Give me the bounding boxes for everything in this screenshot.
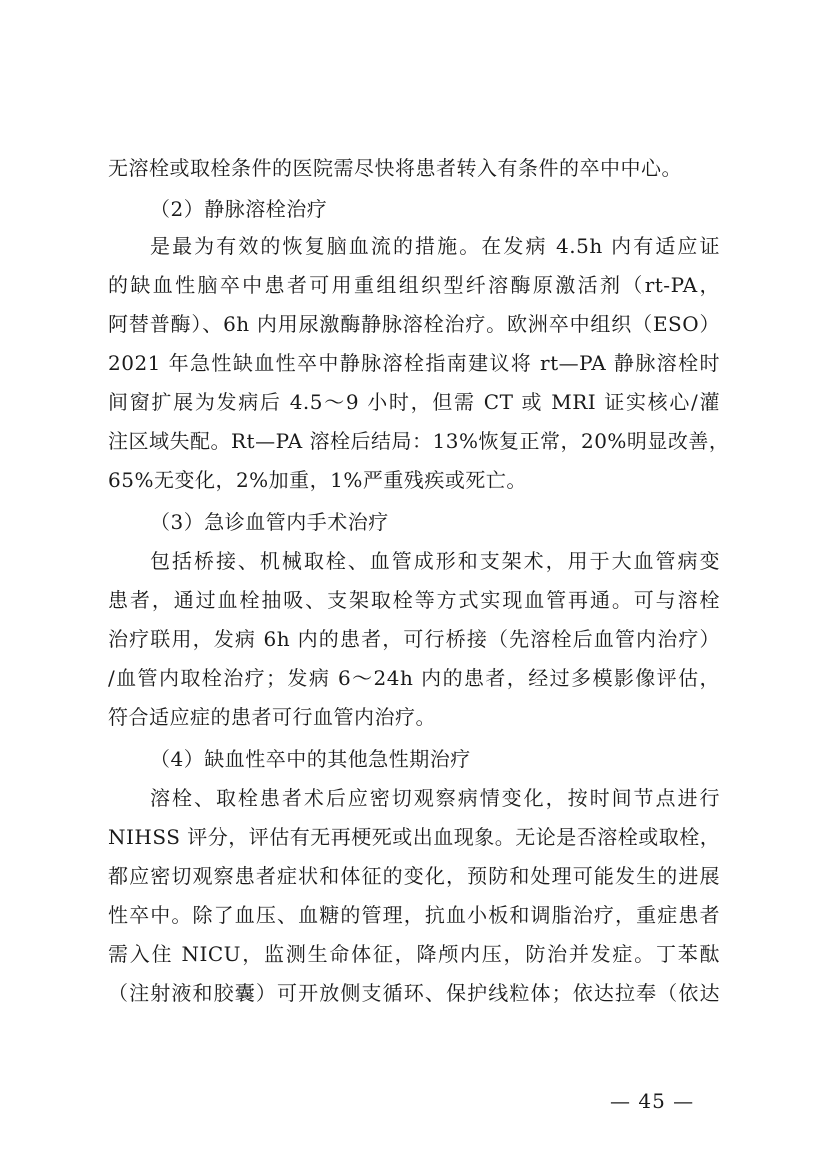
paragraph-line: （注射液和胶囊）可开放侧支循环、保护线粒体；依达拉奉（依达 [108, 981, 720, 1005]
paragraph-line: 65%无变化，2%加重，1%严重残疾或死亡。 [108, 468, 527, 492]
page-number: — 45 — [610, 1089, 695, 1113]
paragraph-line: 包括桥接、机械取栓、血管成形和支架术，用于大血管病变 [150, 549, 720, 573]
section-heading-other-acute-treatment: （4）缺血性卒中的其他急性期治疗 [150, 747, 471, 771]
paragraph-line: 间窗扩展为发病后 4.5～9 小时，但需 CT 或 MRI 证实核心/灌 [108, 390, 720, 414]
paragraph-line: 治疗联用，发病 6h 内的患者，可行桥接（先溶栓后血管内治疗） [108, 627, 720, 651]
paragraph-line: 无溶栓或取栓条件的医院需尽快将患者转入有条件的卒中中心。 [108, 156, 682, 180]
paragraph-line: 的缺血性脑卒中患者可用重组组织型纤溶酶原激活剂（rt-PA， [108, 273, 720, 297]
paragraph-line: 患者，通过血栓抽吸、支架取栓等方式实现血管再通。可与溶栓 [108, 588, 720, 612]
paragraph-line: 注区域失配。Rt—PA 溶栓后结局：13%恢复正常，20%明显改善， [108, 429, 730, 453]
paragraph-line: 都应密切观察患者症状和体征的变化，预防和处理可能发生的进展 [108, 864, 720, 888]
paragraph-line: 阿替普酶）、6h 内用尿激酶静脉溶栓治疗。欧洲卒中组织（ESO） [108, 312, 720, 336]
section-heading-endovascular: （3）急诊血管内手术治疗 [150, 510, 389, 534]
paragraph-line: 符合适应症的患者可行血管内治疗。 [108, 705, 436, 729]
section-heading-iv-thrombolysis: （2）静脉溶栓治疗 [150, 197, 328, 221]
paragraph-line: NIHSS 评分，评估有无再梗死或出血现象。无论是否溶栓或取栓， [108, 825, 721, 849]
paragraph-line: 溶栓、取栓患者术后应密切观察病情变化，按时间节点进行 [150, 786, 720, 810]
paragraph-line: 2021 年急性缺血性卒中静脉溶栓指南建议将 rt—PA 静脉溶栓时 [108, 351, 720, 375]
paragraph-line: /血管内取栓治疗；发病 6～24h 内的患者，经过多模影像评估， [108, 666, 720, 690]
paragraph-line: 需入住 NICU，监测生命体征，降颅内压，防治并发症。丁苯酞 [108, 942, 720, 966]
paragraph-line: 性卒中。除了血压、血糖的管理，抗血小板和调脂治疗，重症患者 [108, 903, 720, 927]
paragraph-line: 是最为有效的恢复脑血流的措施。在发病 4.5h 内有适应证 [150, 234, 720, 258]
